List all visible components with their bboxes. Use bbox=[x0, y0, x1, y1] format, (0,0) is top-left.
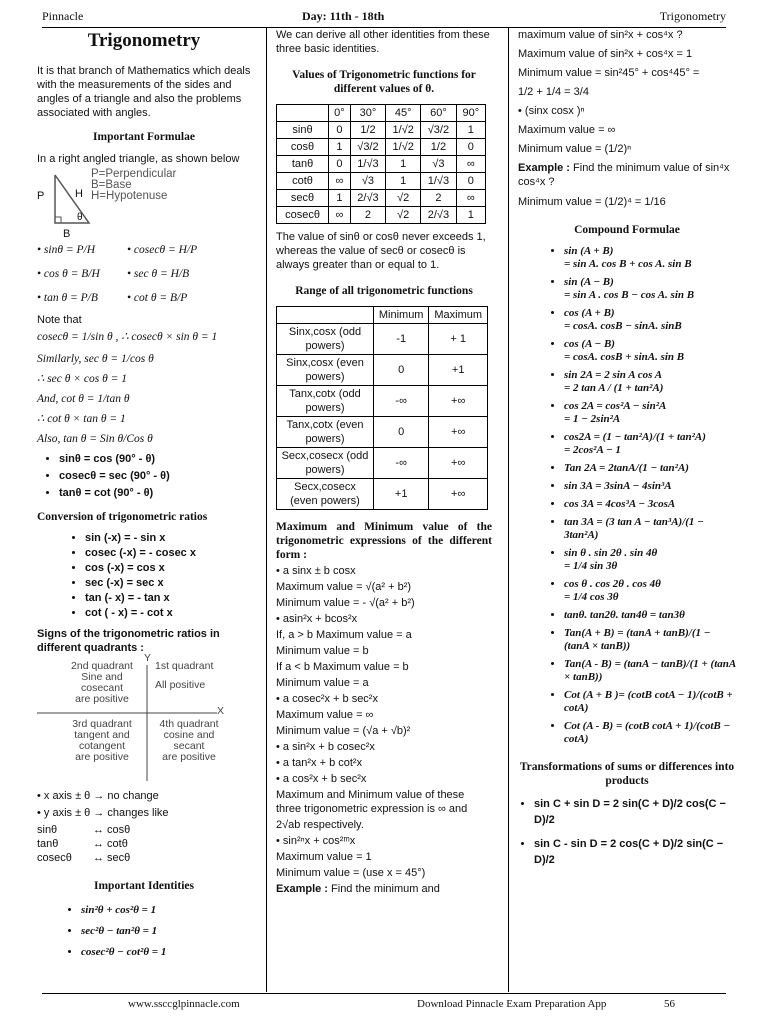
relation-tan: Also, tan θ = Sin θ/Cos θ bbox=[37, 433, 153, 445]
table-cell: 1 bbox=[329, 139, 351, 156]
maxmin-line: • a tan²x + b cot²x bbox=[276, 757, 363, 769]
relation-sec: Similarly, sec θ = 1/cos θ bbox=[37, 353, 154, 365]
list-item: • cosecθ = sec (90° - θ) bbox=[59, 469, 251, 483]
list-item: • sin C + sin D = 2 sin(C + D)/2 cos(C − D)/2 bbox=[534, 796, 736, 828]
formula-continuation: = cosA. cosB + sinA. sin B bbox=[564, 351, 685, 363]
table-header-cell: Minimum bbox=[374, 307, 429, 324]
table-cell: 1 bbox=[456, 122, 485, 139]
example-label: Example : bbox=[518, 162, 570, 174]
tan-def: • tan θ = P/B bbox=[37, 292, 98, 304]
table-cell: 1/√3 bbox=[350, 156, 385, 173]
table-header-row bbox=[277, 307, 488, 324]
formula-line: • Cot (A - B) = (cotB cotA + 1)/(cotB − cotA) bbox=[564, 720, 731, 745]
table-header-cell: Maximum bbox=[429, 307, 488, 324]
table-row bbox=[277, 173, 486, 190]
quadrant-2-line-3: are positive bbox=[75, 693, 129, 705]
formula-line: • sin (A − B) bbox=[564, 276, 614, 288]
list-item: • sin C - sin D = 2 cos(C + D)/2 sin(C − D)/2 bbox=[534, 836, 736, 868]
sec-def: • sec θ = H/B bbox=[127, 268, 190, 280]
maxmin-heading: Maximum and Minimum value of the trigonometric expressions of the different form : bbox=[276, 521, 492, 561]
compound-heading: Compound Formulae bbox=[574, 224, 680, 236]
table-cell: √3/2 bbox=[350, 139, 385, 156]
maxmin-line: • sin²ⁿx + cos²ᵐx bbox=[276, 835, 356, 847]
list-item bbox=[564, 400, 736, 426]
note-that: Note that bbox=[37, 314, 82, 326]
table-cell: 0 bbox=[374, 417, 429, 448]
page-header bbox=[42, 7, 726, 27]
conversion-heading: Conversion of trigonometric ratios bbox=[37, 511, 208, 523]
table-cell: +∞ bbox=[429, 386, 488, 417]
example-label: Example : bbox=[276, 883, 328, 895]
quadrant-2-title: 2nd quadrant bbox=[71, 660, 133, 672]
table-cell: -1 bbox=[374, 324, 429, 355]
table-cell: 0 bbox=[456, 139, 485, 156]
formula-line: • cos 3A = 4cos³A − 3cosA bbox=[564, 498, 676, 510]
list-item bbox=[564, 627, 736, 653]
table-header-cell: 45° bbox=[386, 105, 421, 122]
maxmin-line: Minimum value = (use x = 45°) bbox=[276, 867, 426, 879]
transform-heading: Transformations of sums or differences into products bbox=[519, 761, 735, 787]
table-cell: 2/√3 bbox=[421, 207, 456, 224]
side-p-label: P bbox=[37, 190, 45, 202]
list-item bbox=[564, 245, 736, 271]
formula-line: Minimum value = sin²45° + cos⁴45° = bbox=[518, 67, 700, 79]
table-cell: √2 bbox=[386, 190, 421, 207]
column-3 bbox=[518, 28, 736, 872]
list-item: • sec (-x) = sec x bbox=[85, 577, 251, 589]
quadrant-3-line-1: tangent and bbox=[74, 729, 130, 741]
table-cell: 2 bbox=[350, 207, 385, 224]
table-cell: +1 bbox=[429, 355, 488, 386]
formula-line: • sin (A + B) bbox=[564, 245, 614, 257]
table-cell: Secx,cosecx (even powers) bbox=[277, 479, 374, 510]
range-heading: Range of all trigonometric functions bbox=[295, 285, 473, 297]
maxmin-line: • a sinx ± b cosx bbox=[276, 565, 356, 577]
quadrant-4-line-1: cosine and bbox=[163, 729, 215, 741]
column-divider-1 bbox=[266, 28, 267, 992]
y-axis-label: Y bbox=[144, 652, 152, 664]
table-cell: ∞ bbox=[456, 156, 485, 173]
formula-continuation: = 2 tan A / (1 + tan²A) bbox=[564, 382, 664, 394]
table-row bbox=[277, 355, 488, 386]
table-cell: 1 bbox=[386, 173, 421, 190]
quadrant-3-line-3: are positive bbox=[75, 751, 129, 763]
relation-cot: And, cot θ = 1/tan θ bbox=[37, 393, 130, 405]
formula-line: • Tan(A + B) = (tanA + tanB)/(1 − (tanA × tanB)) bbox=[564, 627, 711, 652]
table-cell: cotθ bbox=[277, 173, 329, 190]
quadrant-4-line-3: are positive bbox=[162, 751, 216, 763]
x-axis-label: X bbox=[217, 705, 225, 717]
quadrant-1-line-1: All positive bbox=[155, 679, 206, 691]
list-item bbox=[564, 480, 736, 493]
list-item bbox=[564, 498, 736, 511]
maxmin-line: • a cosec²x + b sec²x bbox=[276, 693, 378, 705]
maxmin-line: Minimum value = (√a + √b)² bbox=[276, 725, 411, 737]
table-cell: 1/2 bbox=[350, 122, 385, 139]
maxmin-line: Minimum value = a bbox=[276, 677, 369, 689]
table-cell: + 1 bbox=[429, 324, 488, 355]
formula-continuation: = 1/4 cos 3θ bbox=[564, 591, 619, 603]
column-1 bbox=[37, 28, 251, 965]
column-divider-2 bbox=[508, 28, 509, 992]
table-row bbox=[277, 122, 486, 139]
table-header-row bbox=[277, 105, 486, 122]
formula-line: • tanθ. tan2θ. tan4θ = tan3θ bbox=[564, 609, 685, 621]
table-header-cell: 30° bbox=[350, 105, 385, 122]
intro-paragraph: It is that branch of Mathematics which deals with the measurements of the sides and angles of a triangle and also the problems associated with angles. bbox=[37, 65, 251, 119]
table-cell: 0 bbox=[329, 122, 351, 139]
table-cell: 1/2 bbox=[421, 139, 456, 156]
compound-list bbox=[518, 245, 736, 746]
table-cell: Sinx,cosx (odd powers) bbox=[277, 324, 374, 355]
quadrant-4-line-2: secant bbox=[173, 740, 205, 752]
relation-cosec: cosecθ = 1/sin θ , ∴ cosecθ × sin θ = 1 bbox=[37, 331, 218, 343]
table-cell: 2 bbox=[421, 190, 456, 207]
table-cell: 1/√3 bbox=[421, 173, 456, 190]
table-header-cell bbox=[277, 105, 329, 122]
table-header-cell: 60° bbox=[421, 105, 456, 122]
column-2 bbox=[276, 28, 492, 899]
quadrant-4-title: 4th quadrant bbox=[159, 718, 219, 730]
page-title: Trigonometry bbox=[87, 30, 201, 51]
values-table bbox=[276, 104, 486, 224]
table-cell: 0 bbox=[329, 156, 351, 173]
values-heading: Values of Trigonometric functions for different values of θ. bbox=[292, 69, 476, 95]
cos-def: • cos θ = B/H bbox=[37, 268, 100, 280]
table-header-cell: 0° bbox=[329, 105, 351, 122]
table-header-cell: 90° bbox=[456, 105, 485, 122]
table-cell: cosθ bbox=[277, 139, 329, 156]
table-row bbox=[277, 190, 486, 207]
table-row bbox=[277, 207, 486, 224]
axis-rule-x: • x axis ± θ → no change bbox=[37, 790, 159, 802]
table-cell: √2 bbox=[386, 207, 421, 224]
list-item: • cos (-x) = cos x bbox=[85, 562, 251, 574]
list-item: • sin²θ + cos²θ = 1 bbox=[81, 901, 251, 919]
maxmin-continued bbox=[518, 28, 736, 156]
quadrant-2 bbox=[62, 661, 142, 705]
formula-line: • Tan 2A = 2tanA/(1 − tan²A) bbox=[564, 462, 689, 474]
maxmin-line: 2√ab respectively. bbox=[276, 819, 364, 831]
list-item: • sinθ = cos (90° - θ) bbox=[59, 452, 251, 466]
table-cell: cosecθ bbox=[277, 207, 329, 224]
side-h-label: H bbox=[75, 188, 83, 200]
formula-line: Maximum value of sin²x + cos⁴x = 1 bbox=[518, 48, 693, 60]
table-header-cell bbox=[277, 307, 374, 324]
formula-line: Maximum value = ∞ bbox=[518, 124, 616, 136]
table-cell: ∞ bbox=[329, 207, 351, 224]
formula-line: • cos2A = (1 − tan²A)/(1 + tan²A) bbox=[564, 431, 706, 443]
table-row bbox=[277, 139, 486, 156]
maxmin-line: • a sin²x + b cosec²x bbox=[276, 741, 375, 753]
identities-list bbox=[37, 901, 251, 961]
table-cell: ∞ bbox=[329, 173, 351, 190]
maxmin-line: Maximum and Minimum value of these three trigonometric expression is ∞ and bbox=[276, 789, 468, 815]
table-row bbox=[277, 417, 488, 448]
formula-continuation: = cosA. cosB − sinA. sinB bbox=[564, 320, 682, 332]
list-item bbox=[564, 462, 736, 475]
right-triangle-figure bbox=[37, 168, 251, 240]
formula-continuation: = 1 − 2sin²A bbox=[564, 413, 621, 425]
formula-line: • Tan(A - B) = (tanA − tanB)/(1 + (tanA × tanB)) bbox=[564, 658, 736, 683]
table-row bbox=[277, 479, 488, 510]
quadrant-3 bbox=[62, 719, 142, 763]
footer-website[interactable]: www.ssccglpinnacle.com bbox=[128, 998, 240, 1010]
cot-def: • cot θ = B/P bbox=[127, 292, 188, 304]
list-item: • sin (-x) = - sin x bbox=[85, 532, 251, 544]
relation-cot-product: ∴ cot θ × tan θ = 1 bbox=[37, 413, 126, 425]
signs-heading: Signs of the trigonometric ratios in different quadrants : bbox=[37, 628, 220, 654]
table-cell: 1 bbox=[386, 156, 421, 173]
maxmin-line: Maximum value = √(a² + b²) bbox=[276, 581, 412, 593]
table-row bbox=[277, 448, 488, 479]
change-from: cosecθ bbox=[37, 852, 72, 864]
transform-list bbox=[518, 796, 736, 868]
table-cell: +∞ bbox=[429, 448, 488, 479]
maxmin-line: • asin²x + bcos²x bbox=[276, 613, 358, 625]
header-left: Pinnacle bbox=[42, 9, 84, 23]
sin-def: • sinθ = P/H bbox=[37, 244, 96, 256]
range-table bbox=[276, 306, 488, 510]
table-cell: Tanx,cotx (even powers) bbox=[277, 417, 374, 448]
table-cell: sinθ bbox=[277, 122, 329, 139]
formula-continuation: = 2cos²A − 1 bbox=[564, 444, 621, 456]
derive-paragraph: We can derive all other identities from these three basic identities. bbox=[276, 29, 490, 55]
conversion-list bbox=[37, 532, 251, 619]
formula-line: • cos θ . cos 2θ . cos 4θ bbox=[564, 578, 661, 590]
page-footer bbox=[42, 993, 726, 1014]
list-item bbox=[564, 369, 736, 395]
maxmin-line: Maximum value = 1 bbox=[276, 851, 372, 863]
right-triangle-text: In a right angled triangle, as shown below bbox=[37, 153, 240, 165]
formula-line: • Cot (A + B )= (cotB cotA − 1)/(cotB + cotA) bbox=[564, 689, 733, 714]
table-cell: 1 bbox=[329, 190, 351, 207]
triangle-legend bbox=[91, 169, 176, 202]
header-center: Day: 11th - 18th bbox=[302, 9, 385, 23]
change-from: tanθ bbox=[37, 838, 59, 850]
list-item bbox=[564, 516, 736, 542]
change-list bbox=[37, 823, 251, 865]
values-note: The value of sinθ or cosθ never exceeds 1, whereas the value of secθ or cosecθ is always greater than or equal to 1. bbox=[276, 231, 486, 271]
list-item: • cot ( - x) = - cot x bbox=[85, 607, 251, 619]
quadrant-3-title: 3rd quadrant bbox=[72, 718, 132, 730]
cosec-def: • cosecθ = H/P bbox=[127, 244, 198, 256]
table-cell: tanθ bbox=[277, 156, 329, 173]
formula-line: • cos (A + B) bbox=[564, 307, 615, 319]
side-b-label: B bbox=[63, 228, 71, 240]
quadrant-1 bbox=[155, 661, 213, 691]
change-to: ↔ cosθ bbox=[93, 824, 131, 836]
formula-line: Minimum value = (1/2)ⁿ bbox=[518, 143, 632, 155]
maxmin-line: Minimum value = b bbox=[276, 645, 369, 657]
table-cell: 1/√2 bbox=[386, 122, 421, 139]
list-item bbox=[564, 609, 736, 622]
formula-continuation: = sin A . cos B − cos A. sin B bbox=[564, 289, 695, 301]
table-cell: √3/2 bbox=[421, 122, 456, 139]
formula-line: • sin 3A = 3sinA − 4sin³A bbox=[564, 480, 672, 492]
change-to: ↔ cotθ bbox=[93, 838, 128, 850]
page-number: 56 bbox=[664, 998, 675, 1010]
table-cell: √3 bbox=[350, 173, 385, 190]
legend-base: B=Base bbox=[91, 179, 132, 191]
quadrant-2-line-1: Sine and bbox=[81, 671, 123, 683]
list-item bbox=[564, 578, 736, 604]
table-cell: 1/√2 bbox=[386, 139, 421, 156]
quadrant-diagram bbox=[37, 652, 257, 795]
angle-theta-label: θ bbox=[77, 212, 83, 223]
relation-sec-product: ∴ sec θ × cos θ = 1 bbox=[37, 373, 128, 385]
identities-heading: Important Identities bbox=[94, 880, 194, 892]
change-to: ↔ secθ bbox=[93, 852, 131, 864]
legend-hypotenuse: H=Hypotenuse bbox=[91, 190, 168, 202]
table-cell: ∞ bbox=[456, 190, 485, 207]
maxmin-line: Minimum value = - √(a² + b²) bbox=[276, 597, 415, 609]
formula-line: • sin θ . sin 2θ . sin 4θ bbox=[564, 547, 658, 559]
table-cell: -∞ bbox=[374, 386, 429, 417]
change-from: sinθ bbox=[37, 824, 58, 836]
list-item bbox=[564, 547, 736, 573]
maxmin-line: • a cos²x + b sec²x bbox=[276, 773, 367, 785]
formula-line: • cos 2A = cos²A − sin²A bbox=[564, 400, 667, 412]
table-cell: 1 bbox=[456, 207, 485, 224]
table-cell: 0 bbox=[456, 173, 485, 190]
table-cell: 0 bbox=[374, 355, 429, 386]
quadrant-2-line-2: cosecant bbox=[80, 682, 124, 694]
list-item bbox=[564, 276, 736, 302]
table-cell: +∞ bbox=[429, 479, 488, 510]
table-row bbox=[277, 386, 488, 417]
quadrant-3-line-2: cotangent bbox=[78, 740, 126, 752]
maxmin-line: If, a > b Maximum value = a bbox=[276, 629, 412, 641]
formula-line: 1/2 + 1/4 = 3/4 bbox=[518, 86, 589, 98]
example-answer: Minimum value = (1/2)⁴ = 1/16 bbox=[518, 196, 666, 208]
example-text: Find the minimum value of sin⁴x cos⁴x ? bbox=[518, 162, 730, 188]
quadrant-4 bbox=[153, 719, 225, 763]
formula-continuation: = 1/4 sin 3θ bbox=[564, 560, 618, 572]
list-item: • cosec (-x) = - cosec x bbox=[85, 547, 251, 559]
list-item bbox=[564, 338, 736, 364]
axis-rule-y: • y axis ± θ → changes like bbox=[37, 807, 169, 819]
basic-ratios bbox=[37, 243, 251, 305]
formula-continuation: = sin A. cos B + cos A. sin B bbox=[564, 258, 692, 270]
example-text: Find the minimum and bbox=[327, 883, 440, 895]
list-item: • cosec²θ − cot²θ = 1 bbox=[81, 943, 251, 961]
header-right: Trigonometry bbox=[659, 9, 726, 23]
formula-line: • sin 2A = 2 sin A cos A bbox=[564, 369, 663, 381]
formula-line: • tan 3A = (3 tan A − tan³A)/(1 − 3tan²A) bbox=[564, 516, 704, 541]
important-formulae-heading: Important Formulae bbox=[93, 131, 195, 143]
formula-line: • cos (A − B) bbox=[564, 338, 615, 350]
table-cell: Tanx,cotx (odd powers) bbox=[277, 386, 374, 417]
formula-line: • (sinx cosx )ⁿ bbox=[518, 105, 585, 117]
list-item bbox=[564, 658, 736, 684]
table-cell: Sinx,cosx (even powers) bbox=[277, 355, 374, 386]
list-item bbox=[564, 307, 736, 333]
table-cell: secθ bbox=[277, 190, 329, 207]
list-item: • sec²θ − tan²θ = 1 bbox=[81, 922, 251, 940]
table-cell: +∞ bbox=[429, 417, 488, 448]
footer-app-text: Download Pinnacle Exam Preparation App bbox=[417, 998, 607, 1010]
table-cell: √3 bbox=[421, 156, 456, 173]
list-item: • tanθ = cot (90° - θ) bbox=[59, 486, 251, 500]
table-cell: -∞ bbox=[374, 448, 429, 479]
list-item bbox=[564, 720, 736, 746]
list-item bbox=[564, 431, 736, 457]
maxmin-line: Maximum value = ∞ bbox=[276, 709, 374, 721]
list-item: • tan (- x) = - tan x bbox=[85, 592, 251, 604]
list-item bbox=[564, 689, 736, 715]
table-cell: Secx,cosecx (odd powers) bbox=[277, 448, 374, 479]
table-cell: 2/√3 bbox=[350, 190, 385, 207]
legend-perpendicular: P=Perpendicular bbox=[91, 168, 177, 180]
table-cell: +1 bbox=[374, 479, 429, 510]
maxmin-list bbox=[276, 564, 492, 880]
maxmin-line: If a < b Maximum value = b bbox=[276, 661, 409, 673]
table-row bbox=[277, 156, 486, 173]
formula-line: maximum value of sin²x + cos⁴x ? bbox=[518, 29, 683, 41]
complement-list bbox=[37, 452, 251, 500]
table-row bbox=[277, 324, 488, 355]
quadrant-1-title: 1st quadrant bbox=[155, 660, 214, 672]
